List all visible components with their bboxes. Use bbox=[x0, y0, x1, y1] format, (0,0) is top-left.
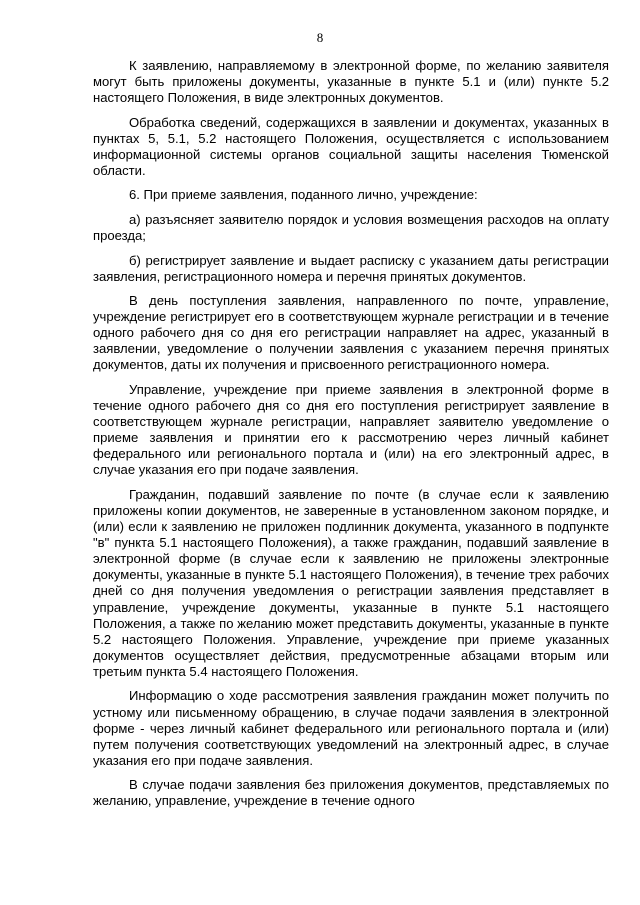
paragraph-clause-6: 6. При приеме заявления, поданного лично, учреждение: bbox=[129, 187, 478, 203]
document-body bbox=[93, 58, 609, 809]
paragraph-subclause-a: а) разъясняет заявителю порядок и условия возмещения расходов на оплату проезда; bbox=[93, 211, 609, 244]
paragraph-document-submission: Гражданин, подавший заявление по почте (в случае если к заявлению приложены копии документов, не заверенные в установленном законом порядке, и (или) если к заявлению не приложен подлинник документа, указанного в подпункте "в" пункта 5.1 настоящего Положения), а также гражданин, подавший заявление в электронной форме (в случае если к заявлению не приложены электронные документы, указанные в пункте 5.1 настоящего Положения), в течение трех рабочих дней со дня получения уведомления о регистрации заявления представляет в управление, учреждение документы, указанные в пункте 5.1 настоящего Положения, а также по желанию может представить документы, указанные в пункте 5.2 настоящего Положения. Управление, учреждение при приеме указанных документов осуществляет действия, предусмотренные абзацами вторым или третьим пункта 5.4 настоящего Положения. bbox=[93, 486, 609, 679]
page-number: 8 bbox=[316, 30, 324, 45]
paragraph-electronic-attachments: К заявлению, направляемому в электронной форме, по желанию заявителя могут быть приложены документы, указанные в пункте 5.1 и (или) пункте 5.2 настоящего Положения, в виде электронных документов. bbox=[93, 58, 609, 106]
paragraph-subclause-b: б) регистрирует заявление и выдает расписку с указанием даты регистрации заявления, регистрационного номера и перечня принятых документов. bbox=[93, 252, 609, 284]
paragraph-without-documents: В случае подачи заявления без приложения документов, представляемых по желанию, управление, учреждение в течение одного bbox=[93, 777, 609, 809]
paragraph-electronic-registration: Управление, учреждение при приеме заявления в электронной форме в течение одного рабочего дня со дня его поступления регистрирует заявление в соответствующем журнале регистрации, направляет заявителю уведомление о приеме заявления и принятии его к рассмотрению через личный кабинет федерального или регионального портала и (или) на его электронный адрес, в случае указания его при подаче заявления. bbox=[93, 381, 609, 478]
paragraph-data-processing: Обработка сведений, содержащихся в заявлении и документах, указанных в пунктах 5, 5.1, 5.2 настоящего Положения, осуществляется с использованием информационной системы органов социальной защиты населения Тюменской области. bbox=[93, 114, 609, 178]
paragraph-status-information: Информацию о ходе рассмотрения заявления гражданин может получить по устному или письменному обращению, в случае подачи заявления в электронной форме - через личный кабинет федерального или регионального портала и (или) путем получения соответствующих уведомлений на электронный адрес, в случае указания его при подаче заявления. bbox=[93, 688, 609, 768]
paragraph-mail-registration: В день поступления заявления, направленного по почте, управление, учреждение регистрирует его в соответствующем журнале регистрации и в течение одного рабочего дня со дня его регистрации направляет на адрес, указанный в заявлении, уведомление о получении заявления с указанием перечня принятых документов, даты их получения и присвоенного регистрационного номера. bbox=[93, 293, 609, 373]
